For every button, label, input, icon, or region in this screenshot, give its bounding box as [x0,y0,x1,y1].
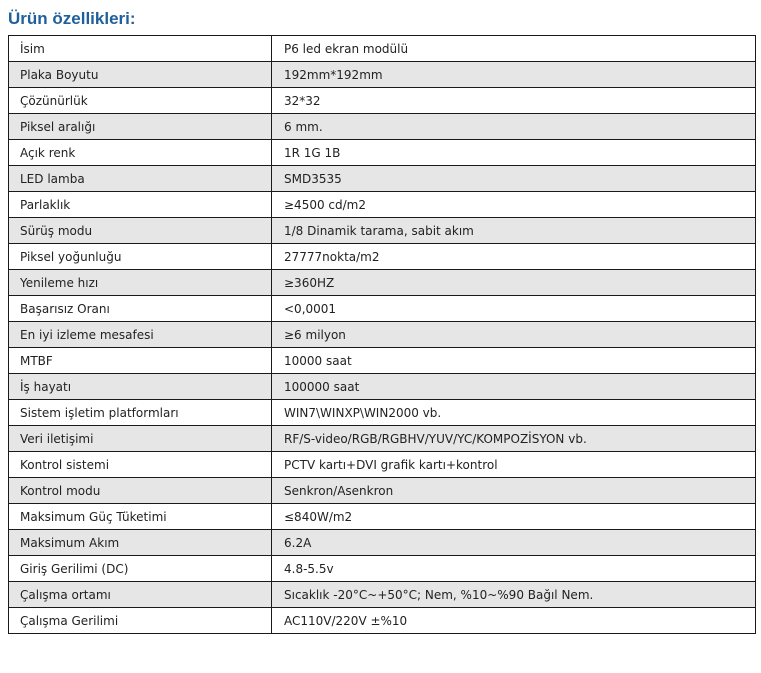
spec-label: İsim [9,36,272,62]
spec-value: 27777nokta/m2 [272,244,756,270]
spec-label: Sistem işletim platformları [9,400,272,426]
spec-label: Çalışma ortamı [9,582,272,608]
spec-value: 4.8-5.5v [272,556,756,582]
spec-value: 10000 saat [272,348,756,374]
spec-value: 1/8 Dinamik tarama, sabit akım [272,218,756,244]
spec-value: <0,0001 [272,296,756,322]
table-row [9,608,756,634]
spec-value: ≥6 milyon [272,322,756,348]
spec-label: Kontrol modu [9,478,272,504]
table-row [9,114,756,140]
table-row [9,452,756,478]
spec-label: Sürüş modu [9,218,272,244]
spec-label: En iyi izleme mesafesi [9,322,272,348]
spec-value: AC110V/220V ±%10 [272,608,756,634]
spec-value: 6 mm. [272,114,756,140]
spec-label: Maksimum Güç Tüketimi [9,504,272,530]
table-row [9,582,756,608]
spec-value: 1R 1G 1B [272,140,756,166]
table-row [9,426,756,452]
table-row [9,556,756,582]
table-row [9,348,756,374]
spec-value: PCTV kartı+DVI grafik kartı+kontrol [272,452,756,478]
spec-label: Giriş Gerilimi (DC) [9,556,272,582]
table-row [9,192,756,218]
page-title: Ürün özellikleri: [8,9,136,28]
table-row [9,166,756,192]
table-row [9,504,756,530]
table-row [9,88,756,114]
specifications-table [8,35,756,634]
spec-label: Parlaklık [9,192,272,218]
table-row [9,322,756,348]
table-row [9,270,756,296]
spec-value: SMD3535 [272,166,756,192]
table-row [9,62,756,88]
spec-label: Çalışma Gerilimi [9,608,272,634]
spec-label: Kontrol sistemi [9,452,272,478]
spec-value: P6 led ekran modülü [272,36,756,62]
table-row [9,374,756,400]
spec-value: 192mm*192mm [272,62,756,88]
table-row [9,218,756,244]
spec-label: Başarısız Oranı [9,296,272,322]
spec-label: Piksel yoğunluğu [9,244,272,270]
specifications-table-body [9,36,756,634]
spec-label: Piksel aralığı [9,114,272,140]
spec-label: Çözünürlük [9,88,272,114]
spec-value: ≥360HZ [272,270,756,296]
spec-label: Plaka Boyutu [9,62,272,88]
spec-label: Açık renk [9,140,272,166]
spec-label: MTBF [9,348,272,374]
spec-value: ≥4500 cd/m2 [272,192,756,218]
spec-label: LED lamba [9,166,272,192]
spec-value: ≤840W/m2 [272,504,756,530]
spec-value: 32*32 [272,88,756,114]
table-row [9,296,756,322]
table-row [9,140,756,166]
table-row [9,400,756,426]
spec-label: Yenileme hızı [9,270,272,296]
spec-value: WIN7\WINXP\WIN2000 vb. [272,400,756,426]
spec-label: Veri iletişimi [9,426,272,452]
table-row [9,36,756,62]
spec-value: 6.2A [272,530,756,556]
table-row [9,530,756,556]
spec-label: Maksimum Akım [9,530,272,556]
table-row [9,244,756,270]
spec-value: 100000 saat [272,374,756,400]
spec-value: Sıcaklık -20°C~+50°C; Nem, %10~%90 Bağıl Nem. [272,582,756,608]
table-row [9,478,756,504]
spec-value: Senkron/Asenkron [272,478,756,504]
spec-value: RF/S-video/RGB/RGBHV/YUV/YC/KOMPOZİSYON vb. [272,426,756,452]
spec-label: İş hayatı [9,374,272,400]
